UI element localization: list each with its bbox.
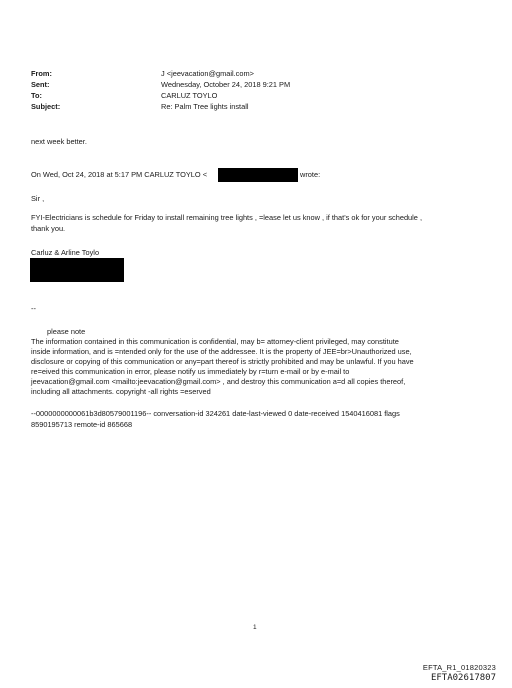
disclaimer-line-4: re=eived this communication in error, please notify us immediately by r=turn e-mail or by e-mail to xyxy=(31,367,350,376)
redaction-email xyxy=(218,168,298,182)
meta-line-2: 8590195713 remote-id 865668 xyxy=(31,420,133,429)
separator: -- xyxy=(31,304,36,313)
disclaimer-line-5: jeevacation@gmail.com <mailto:jeevacation@gmail.com> , and destroy this communication a=d all copies thereof, xyxy=(31,377,406,386)
redaction-signature xyxy=(30,258,124,282)
sent-value: Wednesday, October 24, 2018 9:21 PM xyxy=(161,80,291,89)
to-value: CARLUZ TOYLO xyxy=(161,91,218,100)
disclaimer-line-1: The information contained in this communication is confidential, may b= attorney-client privileged, may constitute xyxy=(31,337,399,346)
efta-stamp-small: EFTA_R1_01820323 xyxy=(422,663,496,672)
disclaimer-line-3: disclosure or copying of this communication or any=part thereof is strictly prohibited and may be unlawful. If you have xyxy=(31,357,414,366)
message-line-1: FYI-Electricians is schedule for Friday to install remaining tree lights , =lease let us know , if that's ok for your schedule , xyxy=(31,213,423,222)
from-value: J <jeevacation@gmail.com> xyxy=(161,69,254,78)
page-number: 1 xyxy=(253,624,257,631)
sent-label: Sent: xyxy=(31,80,50,89)
subject-value: Re: Palm Tree lights install xyxy=(161,102,249,111)
disclaimer-line-2: inside information, and is =ntended only for the use of the addressee. It is the property of JEE=br>Unauthorized use, xyxy=(31,347,412,356)
greeting: Sir , xyxy=(31,194,45,203)
quote-intro: On Wed, Oct 24, 2018 at 5:17 PM CARLUZ TOYLO < xyxy=(31,170,208,179)
reply-text: next week better. xyxy=(31,137,87,146)
note-heading: please note xyxy=(47,327,86,336)
quote-wrote: wrote: xyxy=(300,170,321,179)
message-line-2: thank you. xyxy=(31,224,66,233)
signature: Carluz & Arline Toylo xyxy=(31,248,100,257)
from-label: From: xyxy=(31,69,52,78)
meta-line-1: --0000000000061b3d80579001196-- conversation-id 324261 date-last-viewed 0 date-received 1540416081 flags xyxy=(31,409,400,418)
disclaimer-line-6: including all attachments. copyright -all rights =eserved xyxy=(31,387,211,396)
efta-stamp-large: EFTA02617807 xyxy=(430,673,496,683)
to-label: To: xyxy=(31,91,42,100)
subject-label: Subject: xyxy=(31,102,61,111)
